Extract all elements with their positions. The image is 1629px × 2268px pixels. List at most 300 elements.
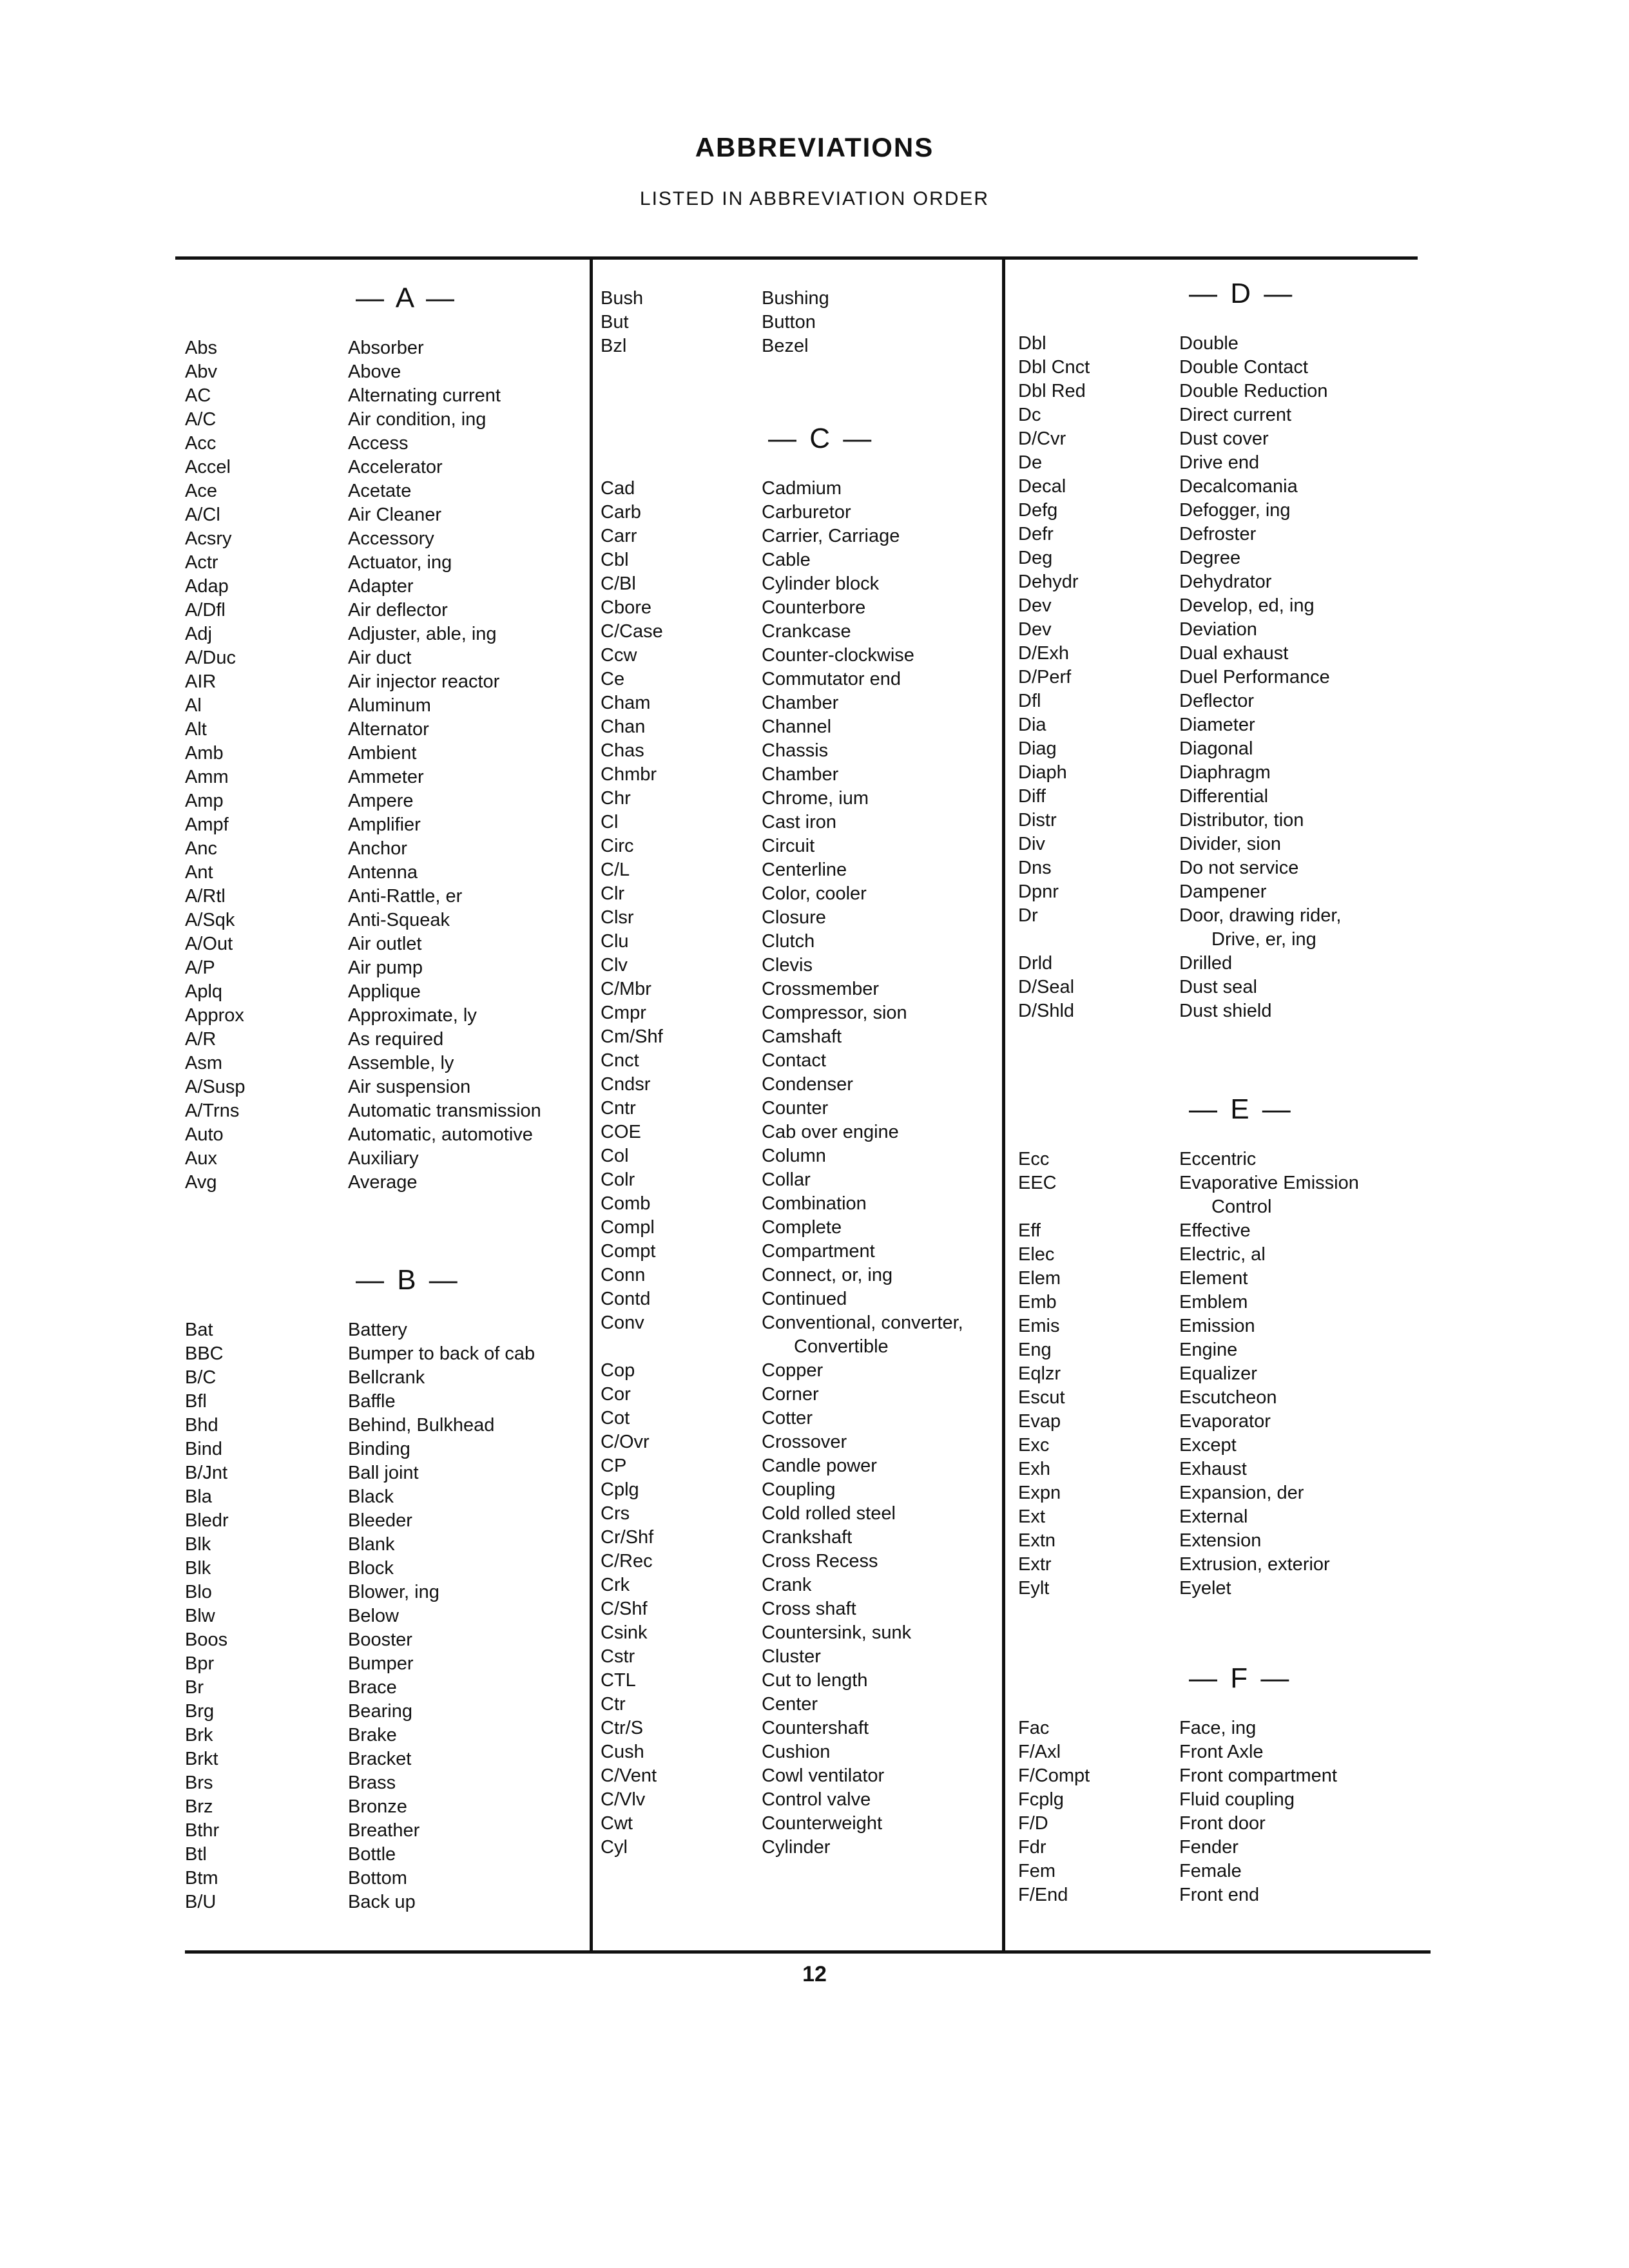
- meaning: Commutator end: [762, 669, 901, 689]
- abbreviation: Cush: [601, 1742, 644, 1762]
- abbreviation: Bfl: [185, 1391, 207, 1412]
- abbreviation: Exc: [1018, 1435, 1050, 1456]
- abbreviation: Ecc: [1018, 1149, 1050, 1169]
- meaning: Coupling: [762, 1479, 836, 1500]
- meaning: Crossmember: [762, 979, 880, 999]
- abbreviation-entry: [185, 503, 584, 527]
- abbreviation: Clu: [601, 931, 629, 952]
- abbreviation: Ant: [185, 862, 213, 883]
- abbreviation: Asm: [185, 1053, 222, 1073]
- meaning: Front door: [1179, 1813, 1266, 1834]
- abbreviation: Expn: [1018, 1483, 1061, 1503]
- abbreviation: A/Sqk: [185, 910, 235, 930]
- meaning: Counterweight: [762, 1813, 882, 1834]
- abbreviation: Decal: [1018, 476, 1066, 497]
- abbreviation: Cr/Shf: [601, 1527, 654, 1548]
- abbreviation: Cplg: [601, 1479, 639, 1500]
- meaning: Bellcrank: [348, 1367, 425, 1388]
- abbreviation-entry: [601, 1097, 1000, 1120]
- abbreviation: Defg: [1018, 500, 1058, 521]
- abbreviation: Blw: [185, 1606, 215, 1626]
- meaning: Equalizer: [1179, 1363, 1257, 1384]
- abbreviation: F/End: [1018, 1885, 1068, 1905]
- abbreviation: Adap: [185, 576, 229, 597]
- abbreviation: Eng: [1018, 1340, 1052, 1360]
- meaning: Dust shield: [1179, 1001, 1272, 1021]
- abbreviation: A/Rtl: [185, 886, 226, 907]
- meaning: Chassis: [762, 740, 829, 761]
- meaning: Auxiliary: [348, 1148, 419, 1169]
- abbreviation-entry: [185, 1123, 584, 1147]
- page-number: 12: [802, 1962, 827, 1986]
- meaning: Booster: [348, 1629, 412, 1650]
- meaning: Bronze: [348, 1796, 407, 1817]
- meaning: Defogger, ing: [1179, 500, 1291, 521]
- abbreviation: Auto: [185, 1124, 224, 1145]
- abbreviation-entry: [601, 1430, 1000, 1454]
- abbreviation: Blk: [185, 1534, 211, 1555]
- abbreviation-entry: [1018, 832, 1431, 856]
- abbreviation-entry: [601, 930, 1000, 954]
- abbreviation-entry: [1018, 1243, 1431, 1267]
- meaning: Ball joint: [348, 1463, 419, 1483]
- meaning: Binding: [348, 1439, 410, 1459]
- abbreviation-entry: [1018, 642, 1431, 666]
- abbreviation: Conn: [601, 1265, 646, 1285]
- abbreviation-entry: [601, 477, 1000, 501]
- abbreviation: A/P: [185, 957, 215, 978]
- meaning: Effective: [1179, 1220, 1251, 1241]
- meaning: Carburetor: [762, 502, 851, 523]
- abbreviation: B/C: [185, 1367, 217, 1388]
- meaning: Absorber: [348, 338, 424, 358]
- meaning: Bezel: [762, 336, 809, 356]
- meaning: Centerline: [762, 860, 847, 880]
- abbreviation: Aplq: [185, 981, 223, 1002]
- abbreviation: D/Shld: [1018, 1001, 1075, 1021]
- meaning: Countersink, sunk: [762, 1622, 912, 1643]
- abbreviation-entry: [185, 1795, 584, 1819]
- abbreviation-entry: [185, 622, 584, 646]
- meaning: Female: [1179, 1861, 1242, 1881]
- meaning: Breather: [348, 1820, 420, 1841]
- abbreviation: A/R: [185, 1029, 217, 1050]
- abbreviation-entry: [185, 670, 584, 694]
- abbreviation: CTL: [601, 1670, 636, 1691]
- meaning: Air Cleaner: [348, 505, 442, 525]
- meaning: Average: [348, 1172, 418, 1193]
- meaning: Diagonal: [1179, 738, 1253, 759]
- meaning: Baffle: [348, 1391, 396, 1412]
- abbreviation: Brkt: [185, 1749, 218, 1769]
- abbreviation-entry: [1018, 523, 1431, 546]
- page-subtitle: LISTED IN ABBREVIATION ORDER: [639, 188, 990, 209]
- abbreviation-entry: [185, 980, 584, 1004]
- meaning: Cotter: [762, 1408, 813, 1428]
- meaning: Counter-clockwise: [762, 645, 914, 666]
- abbreviation-entry: [1018, 999, 1431, 1023]
- meaning: Dehydrator: [1179, 572, 1272, 592]
- abbreviation: BBC: [185, 1343, 224, 1364]
- meaning: Brass: [348, 1773, 396, 1793]
- abbreviation: Contd: [601, 1289, 651, 1309]
- abbreviation: C/Shf: [601, 1599, 648, 1619]
- abbreviation: Al: [185, 695, 202, 716]
- abbreviation-entry: [1018, 594, 1431, 618]
- meaning: Extrusion, exterior: [1179, 1554, 1330, 1575]
- meaning: Fender: [1179, 1837, 1239, 1858]
- abbreviation: Bhd: [185, 1415, 218, 1436]
- abbreviation-entry: [601, 691, 1000, 715]
- abbreviation: Cbore: [601, 597, 651, 618]
- abbreviation-entry: [185, 1676, 584, 1700]
- abbreviation-entry: [185, 1867, 584, 1890]
- abbreviation-entry: [185, 575, 584, 599]
- meaning: Complete: [762, 1217, 842, 1238]
- meaning-continuation: Convertible: [794, 1336, 889, 1357]
- abbreviation-entry: [601, 1073, 1000, 1097]
- abbreviation: Chan: [601, 716, 646, 737]
- meaning: Crankcase: [762, 621, 851, 642]
- meaning: Front Axle: [1179, 1742, 1264, 1762]
- meaning: Circuit: [762, 836, 815, 856]
- meaning: Expansion, der: [1179, 1483, 1304, 1503]
- meaning: Below: [348, 1606, 399, 1626]
- abbreviation: Dev: [1018, 595, 1052, 616]
- abbreviation: Comb: [601, 1193, 651, 1214]
- abbreviation-entry: [185, 1342, 584, 1366]
- abbreviation-entry: [601, 1407, 1000, 1430]
- meaning: Dampener: [1179, 881, 1267, 902]
- meaning: Brake: [348, 1725, 397, 1745]
- meaning: Channel: [762, 716, 832, 737]
- abbreviation-entry: [185, 1604, 584, 1628]
- section-heading: — D —: [1189, 278, 1295, 309]
- abbreviation: Dfl: [1018, 691, 1041, 711]
- abbreviation-entry: [1018, 499, 1431, 523]
- abbreviation-entry: [185, 1628, 584, 1652]
- abbreviation: Chmbr: [601, 764, 657, 785]
- meaning: Cushion: [762, 1742, 831, 1762]
- abbreviation: Eff: [1018, 1220, 1041, 1241]
- meaning: Accelerator: [348, 457, 443, 477]
- section-heading: — B —: [356, 1264, 460, 1296]
- meaning: Adjuster, able, ing: [348, 624, 497, 644]
- meaning: Bumper to back of cab: [348, 1343, 535, 1364]
- meaning: Air duct: [348, 648, 412, 668]
- abbreviation-entry: [601, 1502, 1000, 1526]
- abbreviation: Fcplg: [1018, 1789, 1064, 1810]
- meaning: Collar: [762, 1169, 811, 1190]
- meaning: Aluminum: [348, 695, 431, 716]
- meaning: Conventional, converter,: [762, 1312, 963, 1333]
- meaning: Element: [1179, 1268, 1248, 1289]
- abbreviation-entry: [185, 765, 584, 789]
- meaning: Automatic transmission: [348, 1100, 541, 1121]
- abbreviation-entry: [601, 596, 1000, 620]
- meaning: Develop, ed, ing: [1179, 595, 1315, 616]
- meaning: Combination: [762, 1193, 867, 1214]
- abbreviation-entry: [1018, 1529, 1431, 1553]
- abbreviation: C/L: [601, 860, 630, 880]
- abbreviation: Div: [1018, 834, 1045, 854]
- meaning: Antenna: [348, 862, 418, 883]
- abbreviation-entry: [1018, 1386, 1431, 1410]
- meaning: As required: [348, 1029, 444, 1050]
- abbreviation: Extn: [1018, 1530, 1056, 1551]
- abbreviation-entry: [601, 1478, 1000, 1502]
- abbreviation: Cm/Shf: [601, 1026, 663, 1047]
- meaning: Front compartment: [1179, 1765, 1337, 1786]
- meaning: Applique: [348, 981, 421, 1002]
- abbreviation: A/C: [185, 409, 217, 430]
- abbreviation: Ext: [1018, 1506, 1045, 1527]
- meaning: Continued: [762, 1289, 847, 1309]
- meaning: Drilled: [1179, 953, 1233, 974]
- abbreviation: Ctr/S: [601, 1718, 644, 1738]
- abbreviation: Cndsr: [601, 1074, 651, 1095]
- abbreviation-entry: [185, 718, 584, 742]
- abbreviation: Adj: [185, 624, 212, 644]
- abbreviation-entry: [601, 620, 1000, 644]
- abbreviation: Diff: [1018, 786, 1046, 807]
- meaning: Actuator, ing: [348, 552, 452, 573]
- abbreviation-entry: [601, 906, 1000, 930]
- abbreviation: Dpnr: [1018, 881, 1059, 902]
- abbreviation-entry: [601, 1669, 1000, 1693]
- abbreviation-entry: [1018, 1505, 1431, 1529]
- meaning: Door, drawing rider,: [1179, 905, 1342, 926]
- abbreviation-entry: [1018, 975, 1431, 999]
- meaning: Compartment: [762, 1241, 875, 1262]
- meaning: Corner: [762, 1384, 819, 1405]
- meaning: Air pump: [348, 957, 423, 978]
- abbreviation-entry: [1018, 761, 1431, 785]
- abbreviation: C/Bl: [601, 573, 636, 594]
- meaning: Cluster: [762, 1646, 821, 1667]
- meaning: Connect, or, ing: [762, 1265, 893, 1285]
- abbreviation: Cot: [601, 1408, 630, 1428]
- abbreviation: Dc: [1018, 405, 1041, 425]
- meaning: Crankshaft: [762, 1527, 853, 1548]
- abbreviation-entry: [1018, 380, 1431, 403]
- abbreviation-entry: [1018, 1362, 1431, 1386]
- abbreviation-entry: [601, 1264, 1000, 1287]
- abbreviation-entry: [185, 1366, 584, 1390]
- meaning: Anti-Squeak: [348, 910, 450, 930]
- meaning: Chamber: [762, 764, 839, 785]
- abbreviation-entry: [1018, 1764, 1431, 1788]
- abbreviation-entry: [601, 1597, 1000, 1621]
- abbreviation: F/Compt: [1018, 1765, 1090, 1786]
- abbreviation-entry: [601, 1359, 1000, 1383]
- abbreviation-entry: [601, 1716, 1000, 1740]
- abbreviation: Ctr: [601, 1694, 626, 1715]
- meaning: Bushing: [762, 288, 829, 309]
- abbreviation: Fem: [1018, 1861, 1055, 1881]
- abbreviation: Cop: [601, 1360, 635, 1381]
- abbreviation-entry: [185, 885, 584, 908]
- abbreviation-entry: [185, 908, 584, 932]
- abbreviation-entry: [601, 1836, 1000, 1860]
- meaning: Bleeder: [348, 1510, 412, 1531]
- meaning: Control valve: [762, 1789, 871, 1810]
- abbreviation: Ampf: [185, 814, 229, 835]
- abbreviation: F/D: [1018, 1813, 1048, 1834]
- abbreviation-entry: [601, 834, 1000, 858]
- abbreviation: B/U: [185, 1892, 217, 1912]
- abbreviation-entry: [1018, 713, 1431, 737]
- abbreviation: Col: [601, 1146, 629, 1166]
- abbreviation-entry: [1018, 1481, 1431, 1505]
- abbreviation-entry: [185, 861, 584, 885]
- meaning: Exhaust: [1179, 1459, 1247, 1479]
- abbreviation-entry: [185, 1147, 584, 1171]
- meaning: Acetate: [348, 481, 412, 501]
- meaning: Evaporator: [1179, 1411, 1271, 1432]
- abbreviation-entry: [1018, 1716, 1431, 1740]
- abbreviation-entry: [1018, 1434, 1431, 1457]
- abbreviation-entry: [185, 1509, 584, 1533]
- abbreviation: Cstr: [601, 1646, 635, 1667]
- abbreviation: De: [1018, 452, 1043, 473]
- meaning: Chrome, ium: [762, 788, 869, 809]
- abbreviation: Avg: [185, 1172, 217, 1193]
- abbreviation-entry: [601, 954, 1000, 977]
- meaning: Ampere: [348, 791, 414, 811]
- abbreviation: Chas: [601, 740, 644, 761]
- meaning: Ambient: [348, 743, 417, 764]
- meaning: Alternator: [348, 719, 429, 740]
- abbreviation: AC: [185, 385, 211, 406]
- abbreviation-entry: [1018, 403, 1431, 427]
- meaning: Cross Recess: [762, 1551, 878, 1571]
- abbreviation: Exh: [1018, 1459, 1050, 1479]
- abbreviation-entry: [185, 932, 584, 956]
- meaning: Cross shaft: [762, 1599, 856, 1619]
- meaning: Bottle: [348, 1844, 396, 1865]
- meaning: Amplifier: [348, 814, 421, 835]
- meaning: Alternating current: [348, 385, 501, 406]
- meaning: Engine: [1179, 1340, 1238, 1360]
- meaning: Bottom: [348, 1868, 407, 1888]
- meaning: Approximate, ly: [348, 1005, 477, 1026]
- abbreviation: A/Trns: [185, 1100, 240, 1121]
- abbreviation-entry: [1018, 1267, 1431, 1291]
- abbreviation-entry: [601, 1454, 1000, 1478]
- meaning: Double Contact: [1179, 357, 1308, 378]
- abbreviation-entry: [1018, 1410, 1431, 1434]
- abbreviation-entry: [185, 1461, 584, 1485]
- abbreviation: Eqlzr: [1018, 1363, 1061, 1384]
- abbreviation-entry: [185, 1652, 584, 1676]
- abbreviation: Ccw: [601, 645, 637, 666]
- abbreviation-entry: [185, 1414, 584, 1437]
- meaning: Decalcomania: [1179, 476, 1298, 497]
- abbreviation-entry: [601, 1001, 1000, 1025]
- abbreviation: Bthr: [185, 1820, 220, 1841]
- abbreviation: Cmpr: [601, 1003, 646, 1023]
- abbreviation-entry: [1018, 1291, 1431, 1314]
- meaning: Evaporative Emission: [1179, 1173, 1359, 1193]
- abbreviation: C/Vlv: [601, 1789, 646, 1810]
- abbreviation: D/Seal: [1018, 977, 1075, 997]
- abbreviation: A/Dfl: [185, 600, 226, 620]
- abbreviation-entry: [185, 956, 584, 980]
- abbreviation-entry: [1018, 737, 1431, 761]
- abbreviation-entry: [1018, 1148, 1431, 1171]
- abbreviation-entry: [185, 1819, 584, 1843]
- abbreviation: Diaph: [1018, 762, 1067, 783]
- abbreviation-entry: [185, 1747, 584, 1771]
- meaning: Defroster: [1179, 524, 1257, 544]
- meaning: Front end: [1179, 1885, 1260, 1905]
- abbreviation: Dehydr: [1018, 572, 1079, 592]
- abbreviation-entry: [185, 1052, 584, 1075]
- meaning: Dust seal: [1179, 977, 1257, 997]
- abbreviation-entry: [185, 1771, 584, 1795]
- abbreviation: Anc: [185, 838, 217, 859]
- abbreviation: Conv: [601, 1312, 644, 1333]
- abbreviation: Dr: [1018, 905, 1038, 926]
- abbreviation: D/Exh: [1018, 643, 1069, 664]
- meaning: Camshaft: [762, 1026, 842, 1047]
- abbreviation: Defr: [1018, 524, 1054, 544]
- abbreviation-entry: [601, 787, 1000, 811]
- abbreviation: Cad: [601, 478, 635, 499]
- abbreviation: A/Duc: [185, 648, 236, 668]
- meaning: Counter: [762, 1098, 829, 1119]
- meaning: Cowl ventilator: [762, 1765, 885, 1786]
- abbreviation: Crk: [601, 1575, 630, 1595]
- meaning: Divider, sion: [1179, 834, 1281, 854]
- abbreviation: Dia: [1018, 715, 1046, 735]
- meaning: Assemble, ly: [348, 1053, 454, 1073]
- abbreviation: A/Susp: [185, 1077, 246, 1097]
- abbreviation: Bpr: [185, 1653, 215, 1674]
- abbreviation: Acsry: [185, 528, 232, 549]
- top-rule: [175, 256, 1418, 260]
- abbreviation: Bzl: [601, 336, 627, 356]
- section-heading: — A —: [356, 282, 457, 314]
- abbreviation-entry: [601, 668, 1000, 691]
- meaning: Eccentric: [1179, 1149, 1257, 1169]
- abbreviation: Actr: [185, 552, 218, 573]
- meaning: Fluid coupling: [1179, 1789, 1295, 1810]
- meaning: Brace: [348, 1677, 397, 1698]
- meaning: Escutcheon: [1179, 1387, 1277, 1408]
- abbreviation-entry: [601, 1383, 1000, 1407]
- meaning: Crank: [762, 1575, 812, 1595]
- abbreviation-entry: [601, 1311, 1000, 1359]
- meaning: Compressor, sion: [762, 1003, 907, 1023]
- abbreviation: Cwt: [601, 1813, 633, 1834]
- abbreviation-entry: [185, 1700, 584, 1724]
- abbreviation: Amb: [185, 743, 224, 764]
- meaning: Dual exhaust: [1179, 643, 1289, 664]
- abbreviation-entry: [185, 1724, 584, 1747]
- abbreviation-entry: [1018, 1883, 1431, 1907]
- abbreviation-entry: [185, 1890, 584, 1914]
- abbreviation-entry: [185, 1028, 584, 1052]
- abbreviation: Clsr: [601, 907, 634, 928]
- meaning: Diaphragm: [1179, 762, 1271, 783]
- abbreviation: Clr: [601, 883, 625, 904]
- meaning: Condenser: [762, 1074, 853, 1095]
- meaning: Differential: [1179, 786, 1269, 807]
- abbreviation-entry: [601, 739, 1000, 763]
- abbreviation-entry: [601, 501, 1000, 524]
